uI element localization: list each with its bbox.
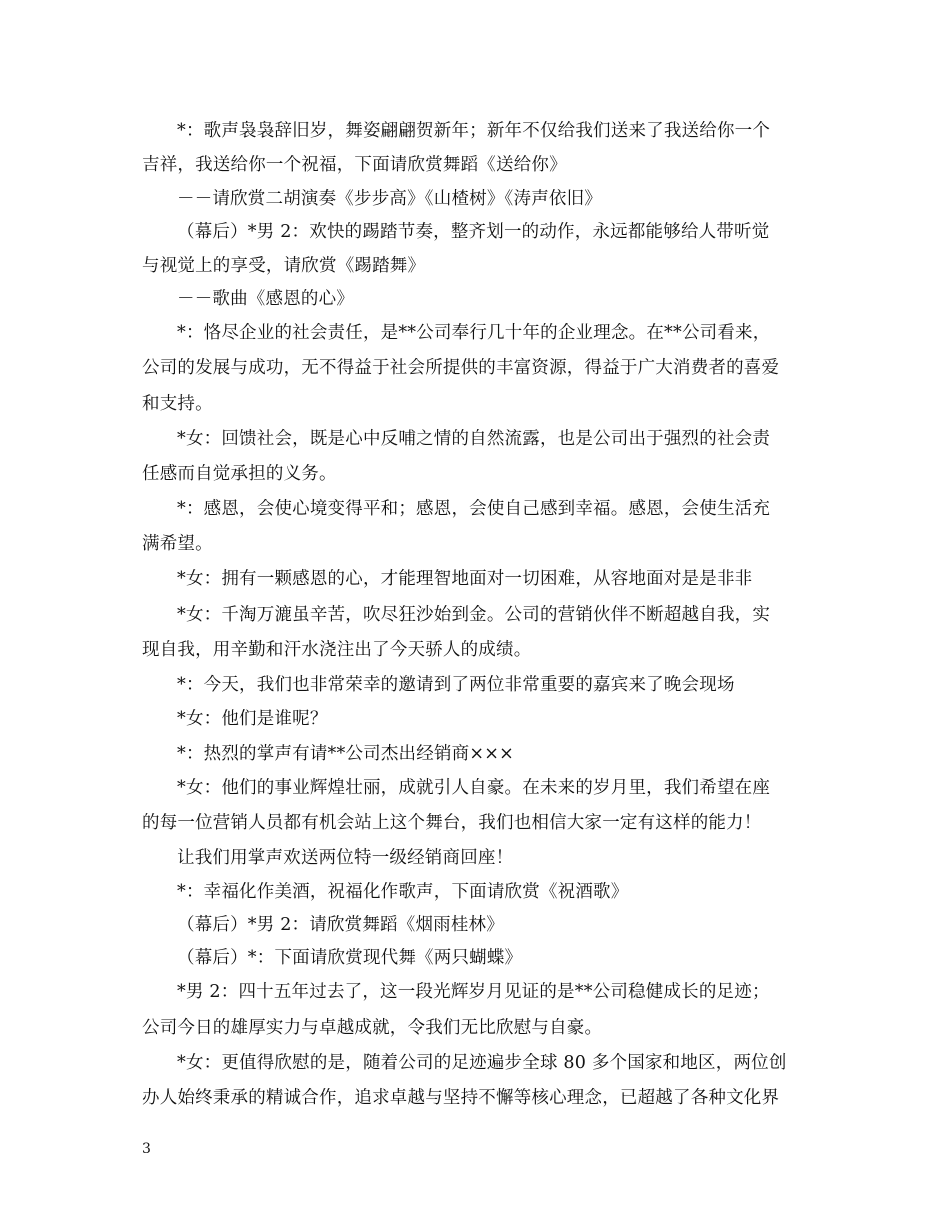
text-line: 让我们用掌声欢送两位特一级经销商回座！: [177, 848, 514, 868]
text-line: （幕后）*男 2：欢快的踢踏节奏，整齐划一的动作，永远都能够给人带听觉: [177, 222, 770, 242]
text-line: －－请欣赏二胡演奏《步步高》《山楂树》《涛声依旧》: [177, 189, 602, 209]
text-line: *女：他们是谁呢？: [177, 709, 328, 729]
text-line: *：热烈的掌声有请**公司杰出经销商×××: [177, 744, 514, 764]
text-line: *女：拥有一颗感恩的心，才能理智地面对一切困难，从容地面对是是非非: [177, 569, 753, 589]
text-line: *女：他们的事业辉煌壮丽，成就引人自豪。在未来的岁月里，我们希望在座: [177, 778, 771, 798]
text-line: *女：回馈社会，既是心中反哺之情的自然流露，也是公司出于强烈的社会责: [177, 429, 771, 449]
text-line: 办人始终秉承的精诚合作，追求卓越与坚持不懈等核心理念，已超越了各种文化界: [142, 1088, 780, 1108]
text-line: 的每一位营销人员都有机会站上这个舞台，我们也相信大家一定有这样的能力！: [142, 813, 762, 833]
text-line: 和支持。: [142, 394, 213, 414]
text-line: *男 2：四十五年过去了，这一段光辉岁月见证的是**公司稳健成长的足迹；: [177, 982, 770, 1002]
text-line: 吉祥，我送给你一个祝福，下面请欣赏舞蹈《送给你》: [142, 155, 567, 175]
text-line: *：幸福化作美酒，祝福化作歌声，下面请欣赏《祝酒歌》: [177, 882, 629, 902]
text-line: *：恪尽企业的社会责任，是**公司奉行几十年的企业理念。在**公司看来，: [177, 323, 771, 343]
text-line: *：今天，我们也非常荣幸的邀请到了两位非常重要的嘉宾来了晚会现场: [177, 675, 735, 695]
text-line: *：歌声袅袅辞旧岁，舞姿翩翩贺新年；新年不仅给我们送来了我送给你一个: [177, 121, 771, 141]
page-number: 3: [142, 1141, 151, 1157]
text-line: 公司的发展与成功，无不得益于社会所提供的丰富资源，得益于广大消费者的喜爱: [142, 358, 780, 378]
text-line: （幕后）*：下面请欣赏现代舞《两只蝴蝶》: [177, 948, 523, 968]
text-line: 与视觉上的享受，请欣赏《踢踏舞》: [142, 256, 426, 276]
text-line: 任感而自觉承担的义务。: [142, 464, 337, 484]
text-line: *：感恩，会使心境变得平和；感恩，会使自己感到幸福。感恩，会使生活充: [177, 499, 771, 519]
text-line: 公司今日的雄厚实力与卓越成就，令我们无比欣慰与自豪。: [142, 1018, 603, 1038]
text-line: 现自我，用辛勤和汗水浇注出了今天骄人的成绩。: [142, 640, 532, 660]
text-line: 满希望。: [142, 534, 213, 554]
text-line: *女：更值得欣慰的是，随着公司的足迹遍步全球 80 多个国家和地区，两位创: [177, 1053, 787, 1073]
text-line: －－歌曲《感恩的心》: [177, 289, 354, 309]
text-line: *女：千淘万漉虽辛苦，吹尽狂沙始到金。公司的营销伙伴不断超越自我，实: [177, 605, 771, 625]
text-line: （幕后）*男 2：请欣赏舞蹈《烟雨桂林》: [177, 915, 504, 935]
